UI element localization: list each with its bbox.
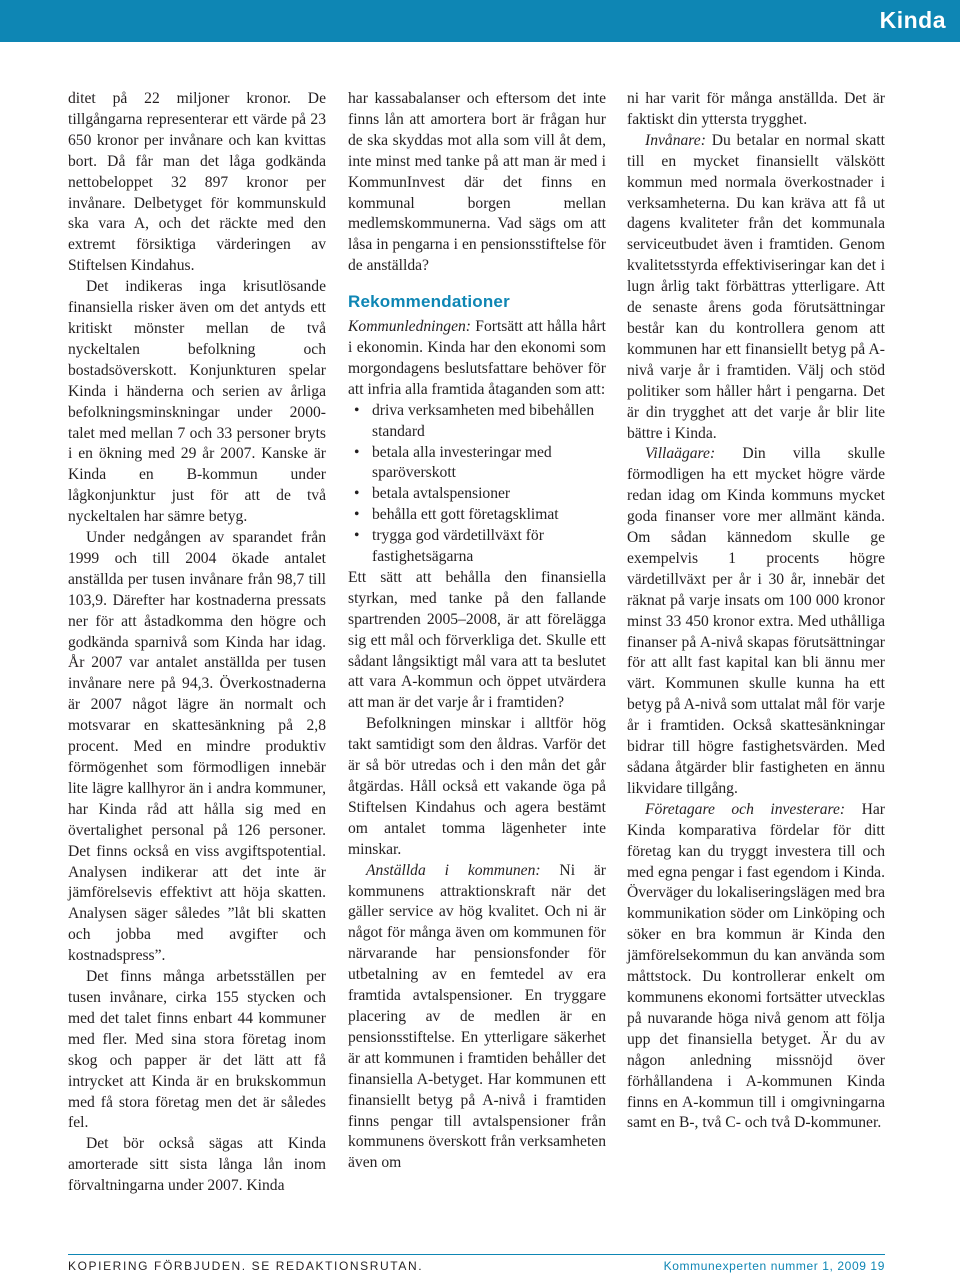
paragraph xyxy=(627,131,885,445)
paragraph-lead: Villaägare: xyxy=(645,445,716,463)
paragraph: Det indikeras inga krisutlösande finansiella risker även om det antyds ett kritiskt mönster mellan de två nyckeltalen befolkning och bostadsöverskott. Konjunkturen spelar Kinda i händerna och serien av årliga befolkningsminskningar under 2000-talet med mellan 7 och 33 personer bryts i en ökning med 29 år 2007. Kanske är Kinda en B-kommun under lågkonjunktur just för att de två nyckeltalen har sämre betyg. xyxy=(68,278,326,526)
list-item: • driva verksamheten med bibehållen standard xyxy=(348,401,606,443)
text-column-1 xyxy=(68,89,326,1197)
text-column-3 xyxy=(627,89,885,1134)
paragraph-text: Ni är kommunens attraktionskraft när det gäller service av hög kvalitet. Och ni är något för många även om kommunen för närvarande har pensionsfonder för utbetalning av en femtedel av era framtida avtalspensioner. En tryggare placering av de medlen är en pensionsstiftelse. En ytterligare säkerhet är att kommunen i framtiden behåller det finansiella A-betyget. Har kommunen ett finansiellt betyg på A-nivå i framtiden finns pengar till avtalspensioner från kommunens överskott från verksamheten även om xyxy=(348,861,606,1172)
paragraph-lead: Invånare: xyxy=(645,131,706,149)
paragraph xyxy=(348,861,606,1175)
page-title: Kinda xyxy=(879,7,946,33)
paragraph-lead: Kommunledningen: xyxy=(348,318,471,336)
paragraph xyxy=(627,800,885,1135)
footer-divider xyxy=(68,1254,885,1255)
list-item: • betala avtalspensioner xyxy=(348,484,606,505)
paragraph-text: Har Kinda komparativa fördelar för ditt företag kan du tryggt investera till och med egna pengar i fast egendom i Kinda. Överväger du lokaliseringslägen med bra kommunikation söder om Linköping och söker en bra kommun är Kinda den jämförelsekommun du kan använda som måttstock. Du kontrollerar enkelt om kommunens ekonomi fortsätter utvecklas på nuvarande höga nivå genom att följa upp det finansiella betyget. Är du av någon anledning missnöjd över förhållandena i A-kommunen Kinda finns en A-kommun till i omgivningarna samt en B-, två C- och två D-kommuner. xyxy=(627,800,885,1132)
paragraph xyxy=(627,444,885,799)
paragraph-text: Din villa skulle förmodligen ha ett mycket högre värde redan idag om Kinda kommuns mycket goda finanser vore mer allmänt kända. Om sådan kännedom skulle ge exempelvis 1 procents högre värdetillväxt per år i 30 år, innebär det räknat på varje insats om 100 000 kronor minst 33 450 kronor extra. Med uthålliga finanser på A-nivå skapas förutsättningar för att allt fast kapital kan bli ännu mer värt. Kommunen skulle kunna ha ett betyg på A-nivå som uttalat mål för varje år i framtiden. Också skattesänkningar bidrar till högre fastighetsvärden. Med sådana åtgärder blir fastigheten en ännu likvidare tillgång. xyxy=(627,445,885,797)
footer-publication: Kommunexperten nummer 1, 2009 19 xyxy=(663,1259,885,1273)
paragraph xyxy=(348,317,606,401)
footer-copyright: KOPIERING FÖRBJUDEN. SE REDAKTIONSRUTAN. xyxy=(68,1259,424,1273)
paragraph: Ett sätt att behålla den finansiella styrkan, med tanke på den fallande spartrenden 2005–2008, är att förelägga sig ett mål och förverkliga det. Skulle ett sådant långsiktigt mål vara att ta beslutet att vara A-kommun och öppet utvärdera att man är det varje år i framtiden? xyxy=(348,568,606,712)
list-item: • betala alla investeringar med sparöverskott xyxy=(348,443,606,485)
paragraph-text: Fortsätt att hålla hårt i ekonomin. Kinda har den ekonomi som morgondagens beslutsfattare behöver för att infria alla framtida åtaganden som att: xyxy=(348,318,606,398)
list-item: • behålla ett gott företagsklimat xyxy=(348,505,606,526)
recommendation-list xyxy=(348,401,606,568)
paragraph-lead: Anställda i kommunen: xyxy=(366,861,541,879)
paragraph: Befolkningen minskar i alltför hög takt samtidigt som den åldras. Varför det är så bör utredas och i den mån det går åtgärdas. Håll också ett vakande öga på Stiftelsen Kindahus och agera bestämt om antalet tomma lägenheter inte minskar. xyxy=(348,715,606,858)
text-column-2 xyxy=(348,89,606,1174)
paragraph: Under nedgången av sparandet från 1999 och till 2004 ökade antalet anställda per tusen invånare från 98,7 till 103,9. Därefter har kostnaderna pressats ner för att åstadkomma den högre och godkända sparnivå som Kinda har idag. År 2007 var antalet anställda per tusen invånare nere på 94,3. Överkostnaderna är 2007 något lägre än normalt och motsvarar en skattesänkning på 2,8 procent. Med en mindre produktiv förmögenhet som förmodligen innebär lite lägre kallhyror än i andra kommuner, har Kinda råd att hålla sig med en övertalighet personal på 126 personer. Det finns också en viss avgiftspotential. Analysen indikerar att det inte är jämförelsevis effektivt att höja skatten. Analysen säger således ”låt bli skatten och jobba med avgifter och kostnadspress”. xyxy=(68,529,326,965)
paragraph: ni har varit för många anställda. Det är faktiskt din yttersta trygghet. xyxy=(627,90,885,128)
paragraph-text: Du betalar en normal skatt till en mycket finansiellt välskött kommun med normala överkostnader i verksamheterna. Du kan kräva att få ut dagens kvaliteter från det kommunala serviceutbudet även i framtiden. Genom kvalitetsstyrda effektiviseringar kan det i lugn årlig takt förbättras ytterligare. Att de senaste årens goda förutsättningar består kan du kontrollera genom att kommunen har ett finansiellt betyg på A-nivå varje år i framtiden. Välj och stöd politiker som håller hårt i pengarna. Det är din trygghet att det varje år blir lite bättre i Kinda. xyxy=(627,131,885,442)
paragraph: har kassabalanser och eftersom det inte finns lån att amortera bort är frågan hur de ska skyddas mot alla som vill åt dem, inte minst med tanke på att man är med i KommunInvest där det finns en kommunal borgen mellan medlemskommunerna. Vad sägs om att låsa in pengarna i en pensionsstiftelse för de anställda? xyxy=(348,90,606,275)
section-heading: Rekommendationer xyxy=(348,292,510,312)
paragraph: Det bör också sägas att Kinda amorterade sitt sista långa lån inom förvaltningarna under 2007. Kinda xyxy=(68,1135,326,1195)
paragraph-lead: Företagare och investerare: xyxy=(645,800,846,818)
header-bar xyxy=(0,0,960,42)
paragraph: Det finns många arbetsställen per tusen invånare, cirka 155 stycken och med det talet finns enbart 44 kommuner med fler. Med sina stora företag inom skog och papper är det lätt att få intrycket att Kinda är en brukskommun med få stora företag men det är således fel. xyxy=(68,968,326,1132)
paragraph: ditet på 22 miljoner kronor. De tillgångarna representerar ett värde på 23 650 kronor per invånare och kan kvittas bort. Då får man det låga godkända nettobeloppet 32 897 kronor per invånare. Delbetyget för kommunskuld ska vara A, och det räckte med den extremt försiktiga värderingen av Stiftelsen Kindahus. xyxy=(68,90,326,275)
list-item: • trygga god värdetillväxt för fastighetsägarna xyxy=(348,526,606,568)
